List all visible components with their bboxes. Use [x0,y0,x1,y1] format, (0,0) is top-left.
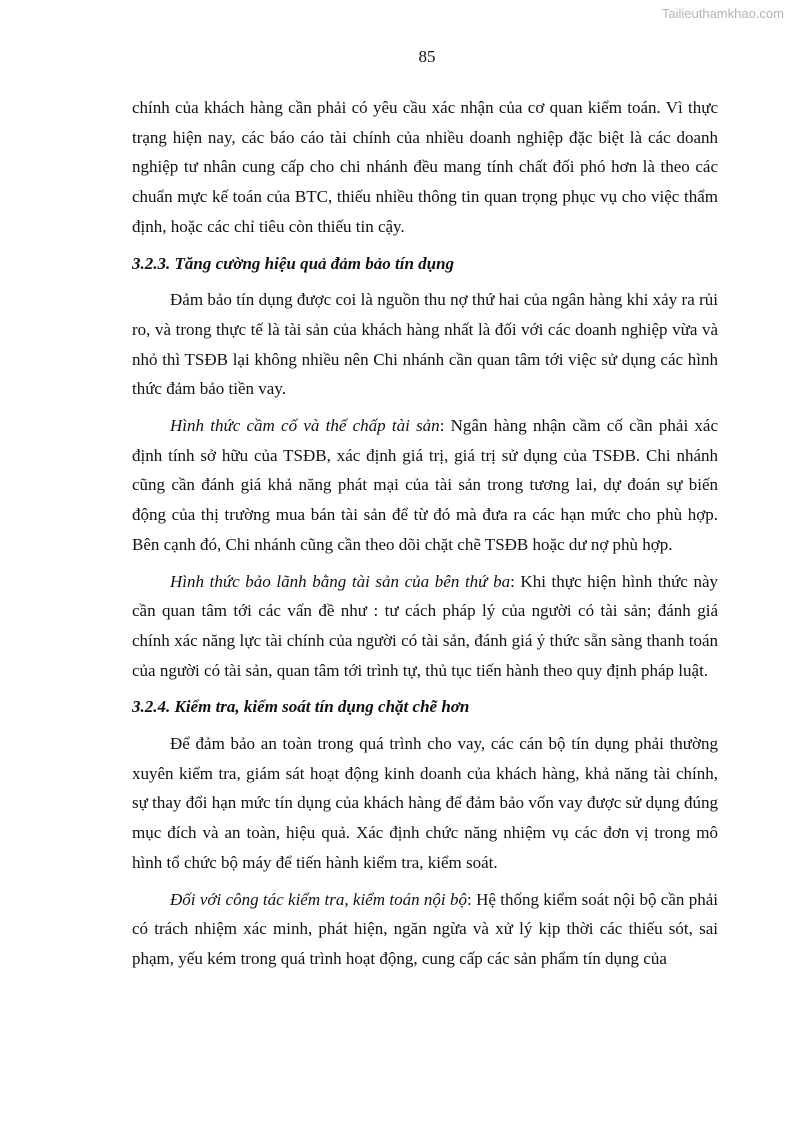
section-heading-3-2-3: 3.2.3. Tăng cường hiệu quả đảm bảo tín dụng [132,253,455,273]
paragraph-third-party-guarantee [132,567,718,686]
paragraph-credit-control: Để đảm bảo an toàn trong quá trình cho vay, các cán bộ tín dụng phải thường xuyên kiểm tra, giám sát hoạt động kinh doanh của khách hàng, khả năng tài chính, sự thay đổi hạn mức tín dụng của khách hàng để đảm bảo vốn vay được sử dụng đúng mục đích và an toàn, hiệu quả. Xác định chức năng nhiệm vụ các đơn vị trong mô hình tổ chức bộ máy để tiến hành kiểm tra, kiểm soát. [132,734,718,872]
page-number: 85 [418,47,436,66]
paragraph-body-third-party: : Khi thực hiện hình thức này cần quan tâm tới các vấn đề như : tư cách pháp lý của người có tài sản; đánh giá chính xác năng lực tài chính của người có tài sản, đánh giá ý thức sẵn sàng thanh toán của người có tài sản, quan tâm tới trình tự, thủ tục tiến hành theo quy định pháp luật. [132,571,718,680]
italic-lead-pledge: Hình thức cầm cố và thế chấp tài sản [170,416,440,436]
italic-lead-third-party: Hình thức bảo lãnh bằng tài sản của bên thứ ba [170,571,511,591]
paragraph-continuation: chính của khách hàng cần phải có yêu cầu xác nhận của cơ quan kiểm toán. Vì thực trạng hiện nay, các báo cáo tài chính của nhiều doanh nghiệp đặc biệt là các doanh nghiệp tư nhân cung cấp cho chi nhánh đều mang tính chất đối phó hơn là theo các chuẩn mực kế toán của BTC, thiếu nhiều thông tin quan trọng phục vụ cho việc thẩm định, hoặc các chỉ tiêu còn thiếu tin cậy. [132,98,718,236]
italic-lead-internal-audit: Đối với công tác kiểm tra, kiểm toán nội bộ [170,889,467,909]
paragraph-body-pledge: : Ngân hàng nhận cầm cố cần phải xác định tính sở hữu của TSĐB, xác định giá trị, giá trị sử dụng của TSĐB. Chi nhánh cũng cần đánh giá khả năng phát mại của tài sản trong tương lai, dự đoán sự biến động của thị trường mua bán tài sản để từ đó mà đưa ra các hạn mức cho phù hợp. Bên cạnh đó, Chi nhánh cũng cần theo dõi chặt chẽ TSĐB hoặc dư nợ phù hợp. [132,416,718,554]
watermark: Tailieuthamkhao.com [661,6,784,21]
paragraph-credit-guarantee: Đảm bảo tín dụng được coi là nguồn thu nợ thứ hai của ngân hàng khi xảy ra rủi ro, và trong thực tế là tài sản của khách hàng nhất là đối với các doanh nghiệp vừa và nhỏ thì TSĐB lại không nhiều nên Chi nhánh cần quan tâm tới việc sử dụng các hình thức đảm bảo tiền vay. [132,290,718,399]
paragraph-internal-audit [132,885,718,974]
document-body [132,93,718,981]
section-heading-3-2-4: 3.2.4. Kiểm tra, kiểm soát tín dụng chặt chẽ hơn [132,697,470,717]
paragraph-body-internal-audit: : Hệ thống kiểm soát nội bộ cần phải có trách nhiệm xác minh, phát hiện, ngăn ngừa và xử lý kịp thời các thiếu sót, sai phạm, yếu kém trong quá trình hoạt động, cung cấp các sản phẩm tín dụng của [132,889,718,968]
paragraph-pledge-mortgage [132,411,718,560]
